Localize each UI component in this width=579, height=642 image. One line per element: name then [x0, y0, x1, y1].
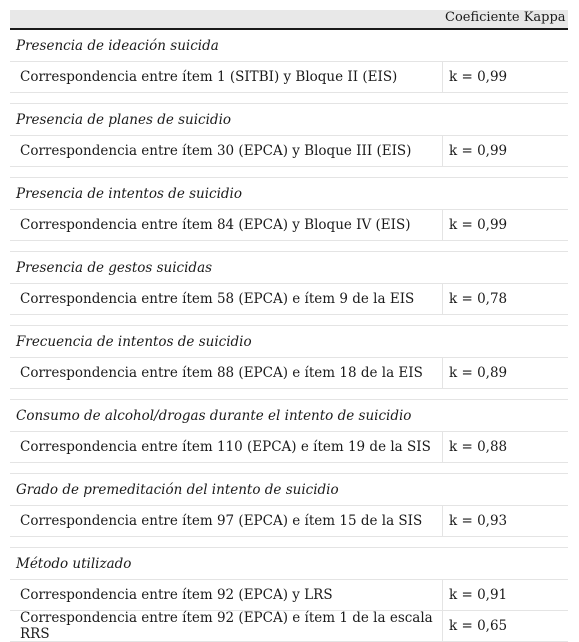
section-spacer [10, 167, 568, 178]
row-kappa-value: k = 0,65 [449, 618, 508, 634]
row-label: Correspondencia entre ítem 110 (EPCA) e ítem 19 de la SIS [10, 432, 443, 462]
row-kappa-value: k = 0,99 [449, 143, 508, 159]
section-title: Presencia de gestos suicidas [10, 252, 568, 284]
table-row [10, 136, 568, 167]
section-title: Presencia de ideación suicida [10, 30, 568, 62]
row-label: Correspondencia entre ítem 88 (EPCA) e ítem 18 de la EIS [10, 358, 443, 388]
table-row [10, 284, 568, 315]
row-kappa-value: k = 0,89 [449, 365, 508, 381]
table-row [10, 611, 568, 642]
section-spacer [10, 241, 568, 252]
section-title: Presencia de planes de suicidio [10, 104, 568, 136]
header-kappa-label: Coeficiente Kappa [445, 10, 566, 25]
section-title: Presencia de intentos de suicidio [10, 178, 568, 210]
row-kappa-value: k = 0,99 [449, 217, 508, 233]
section-spacer [10, 93, 568, 104]
header-empty-cell [10, 10, 443, 28]
row-label: Correspondencia entre ítem 30 (EPCA) y Bloque III (EIS) [10, 136, 443, 166]
row-label: Correspondencia entre ítem 58 (EPCA) e ítem 9 de la EIS [10, 284, 443, 314]
section-title: Grado de premeditación del intento de suicidio [10, 474, 568, 506]
row-label: Correspondencia entre ítem 92 (EPCA) e ítem 1 de la escala RRS [10, 611, 443, 641]
table-row [10, 62, 568, 93]
row-label: Correspondencia entre ítem 1 (SITBI) y Bloque II (EIS) [10, 62, 443, 92]
section-title: Método utilizado [10, 548, 568, 580]
row-kappa-value: k = 0,78 [449, 291, 508, 307]
section-spacer [10, 537, 568, 548]
row-label: Correspondencia entre ítem 84 (EPCA) y Bloque IV (EIS) [10, 210, 443, 240]
section-spacer [10, 463, 568, 474]
section-title: Frecuencia de intentos de suicidio [10, 326, 568, 358]
row-kappa-value: k = 0,88 [449, 439, 508, 455]
table-row [10, 210, 568, 241]
section-title: Consumo de alcohol/drogas durante el intento de suicidio [10, 400, 568, 432]
kappa-table [10, 10, 568, 642]
row-label: Correspondencia entre ítem 92 (EPCA) y LRS [10, 580, 443, 610]
table-row [10, 432, 568, 463]
row-label: Correspondencia entre ítem 97 (EPCA) e ítem 15 de la SIS [10, 506, 443, 536]
row-kappa-value: k = 0,99 [449, 69, 508, 85]
section-spacer [10, 389, 568, 400]
section-spacer [10, 315, 568, 326]
table-row [10, 580, 568, 611]
row-kappa-value: k = 0,91 [449, 587, 508, 603]
table-header [10, 10, 568, 30]
row-kappa-value: k = 0,93 [449, 513, 508, 529]
table-row [10, 506, 568, 537]
table-row [10, 358, 568, 389]
